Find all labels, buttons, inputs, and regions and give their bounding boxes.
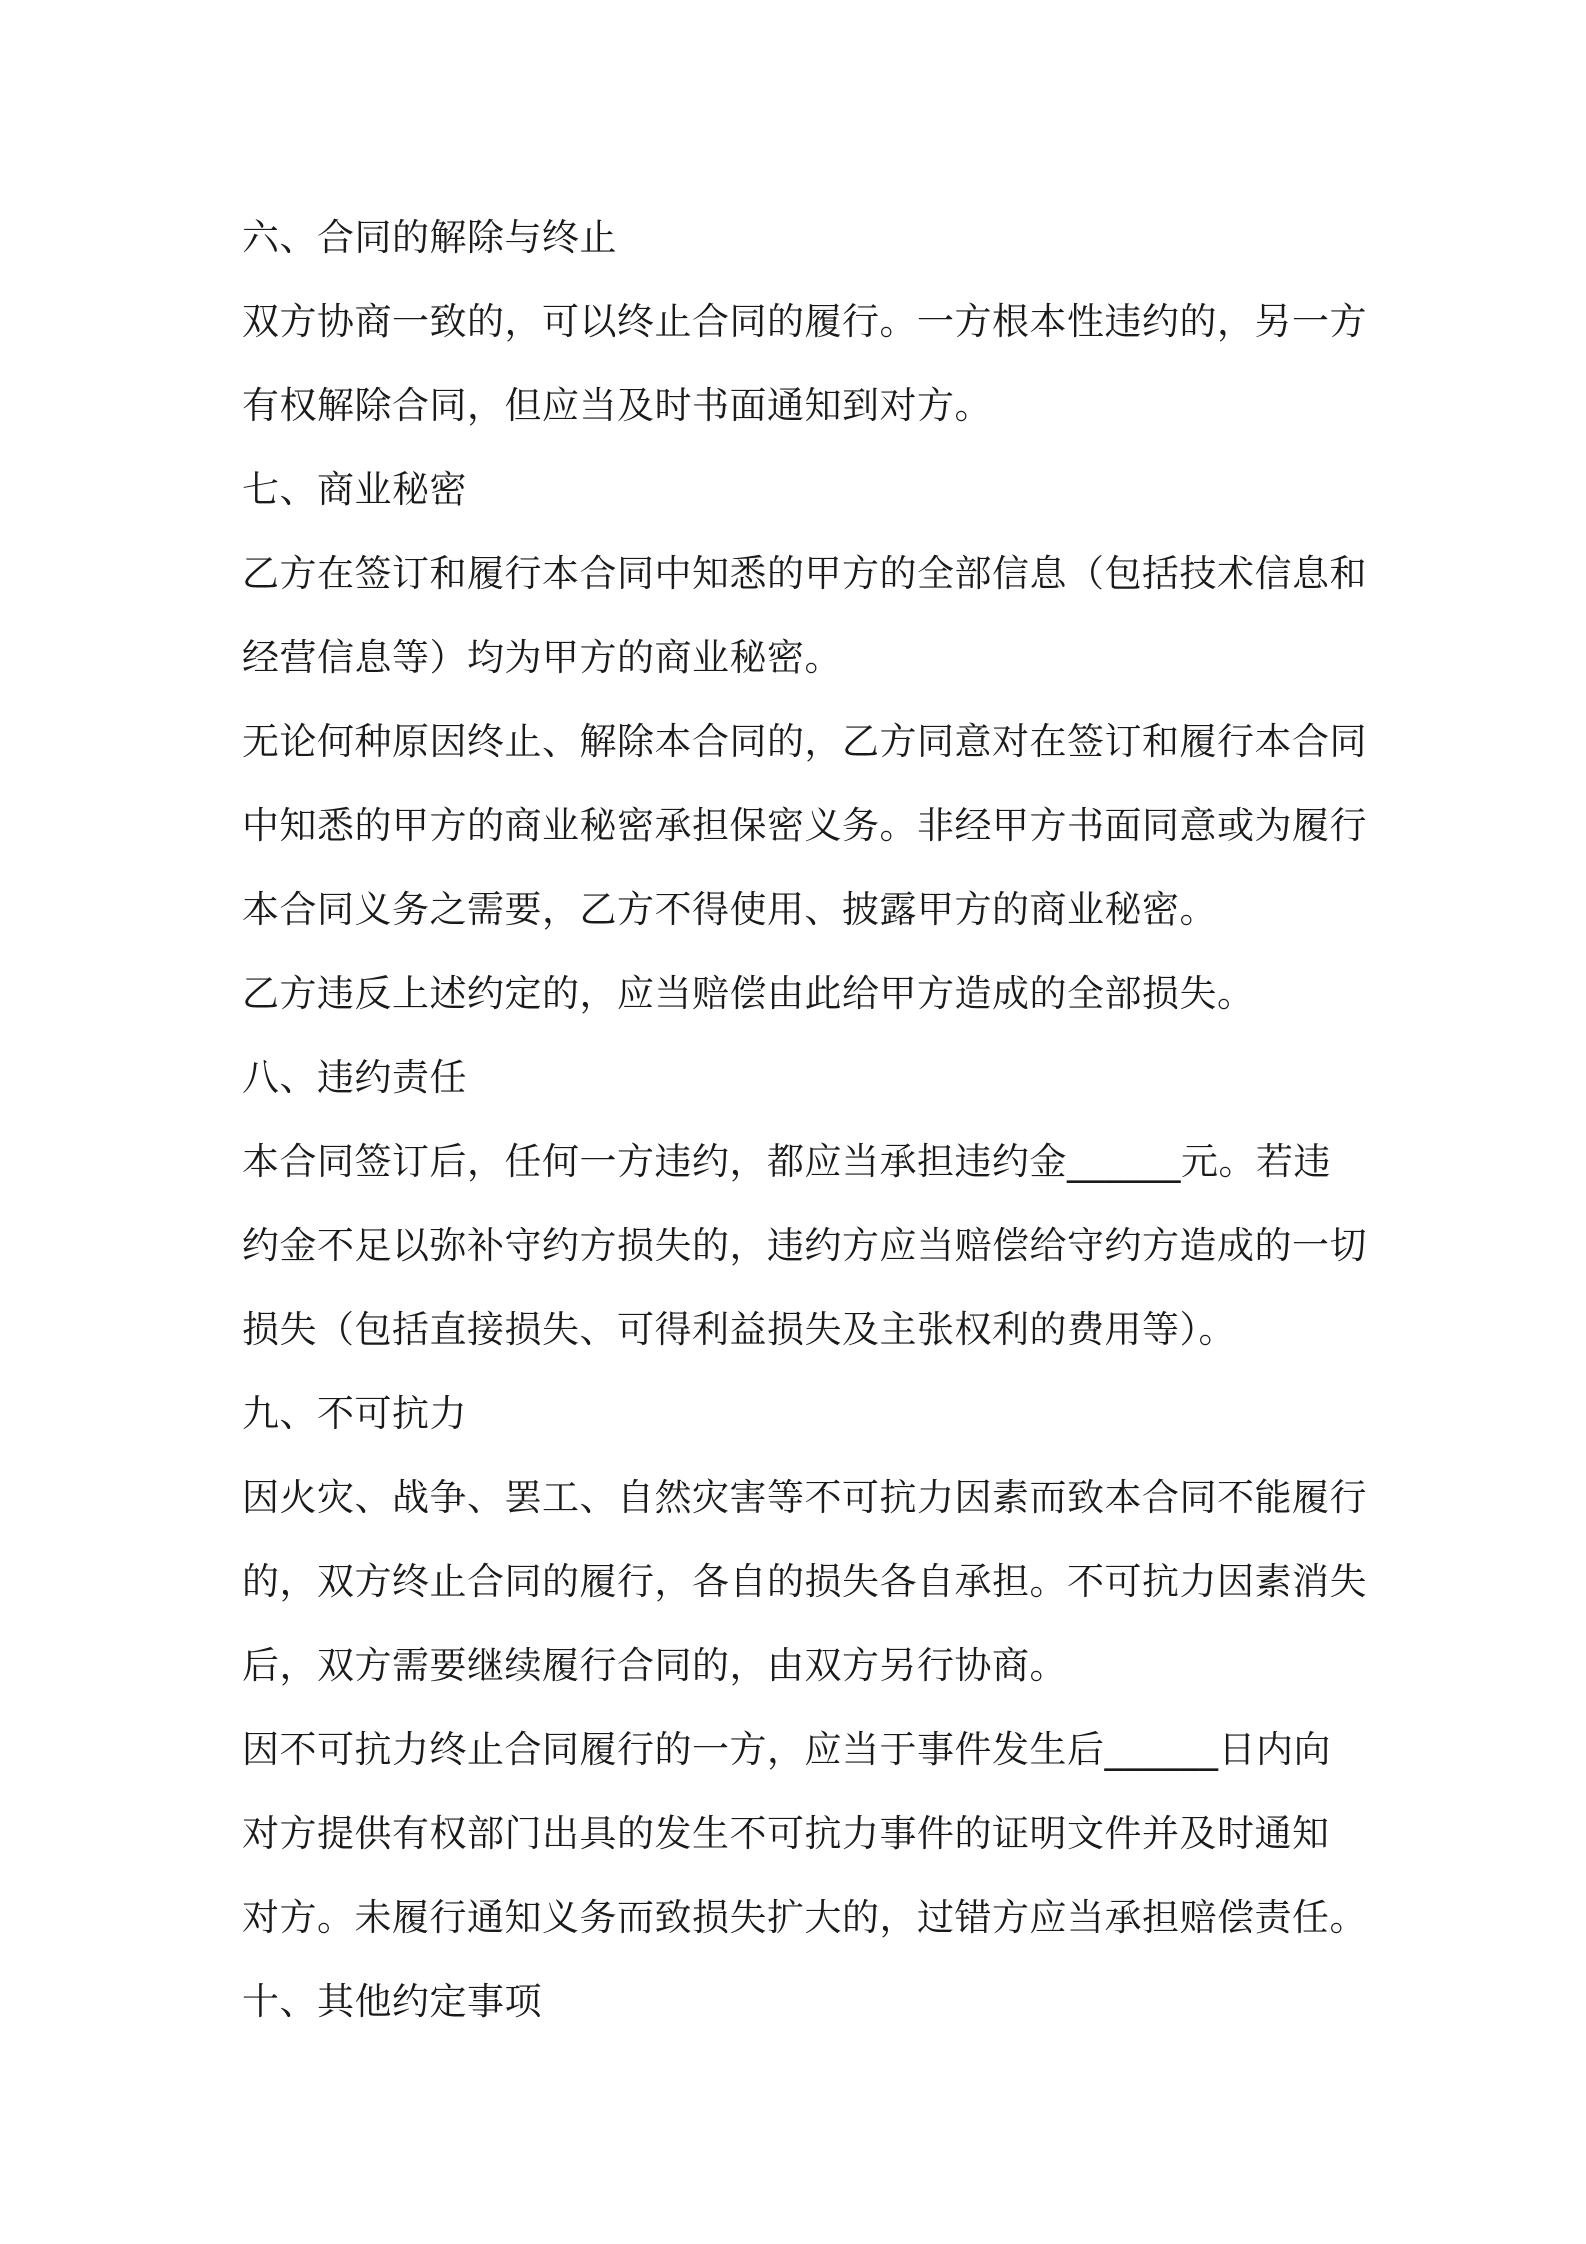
paragraph-line: 无论何种原因终止、解除本合同的，乙方同意对在签订和履行本合同 xyxy=(242,720,1367,763)
section-heading: 十、其他约定事项 xyxy=(242,1980,542,2023)
paragraph-line: 对方提供有权部门出具的发生不可抗力事件的证明文件并及时通知 xyxy=(242,1812,1330,1855)
paragraph-line: 约金不足以弥补守约方损失的，违约方应当赔偿给守约方造成的一切 xyxy=(242,1224,1367,1267)
paragraph-line: 本合同签订后，任何一方违约，都应当承担违约金______元。若违 xyxy=(242,1140,1331,1183)
document-body xyxy=(242,196,1367,2044)
paragraph-line: 后，双方需要继续履行合同的，由双方另行协商。 xyxy=(242,1644,1067,1687)
paragraph-line: 有权解除合同，但应当及时书面通知到对方。 xyxy=(242,384,992,427)
paragraph-line: 损失（包括直接损失、可得利益损失及主张权利的费用等）。 xyxy=(242,1308,1236,1351)
paragraph-line: 中知悉的甲方的商业秘密承担保密义务。非经甲方书面同意或为履行 xyxy=(242,804,1367,847)
section-heading: 六、合同的解除与终止 xyxy=(242,216,617,259)
paragraph-line: 因不可抗力终止合同履行的一方，应当于事件发生后______日内向 xyxy=(242,1728,1331,1771)
section-heading: 九、不可抗力 xyxy=(242,1392,467,1435)
paragraph-line: 乙方在签订和履行本合同中知悉的甲方的全部信息（包括技术信息和 xyxy=(242,552,1367,595)
paragraph-line: 因火灾、战争、罢工、自然灾害等不可抗力因素而致本合同不能履行 xyxy=(242,1476,1367,1519)
paragraph-line: 对方。未履行通知义务而致损失扩大的，过错方应当承担赔偿责任。 xyxy=(242,1896,1367,1939)
paragraph-line: 经营信息等）均为甲方的商业秘密。 xyxy=(242,636,842,679)
paragraph-line: 双方协商一致的，可以终止合同的履行。一方根本性违约的，另一方 xyxy=(242,300,1367,343)
section-heading: 七、商业秘密 xyxy=(242,468,467,511)
paragraph-line: 的，双方终止合同的履行，各自的损失各自承担。不可抗力因素消失 xyxy=(242,1560,1367,1603)
paragraph-line: 本合同义务之需要，乙方不得使用、披露甲方的商业秘密。 xyxy=(242,888,1217,931)
paragraph-line: 乙方违反上述约定的，应当赔偿由此给甲方造成的全部损失。 xyxy=(242,972,1255,1015)
section-heading: 八、违约责任 xyxy=(242,1056,467,1099)
